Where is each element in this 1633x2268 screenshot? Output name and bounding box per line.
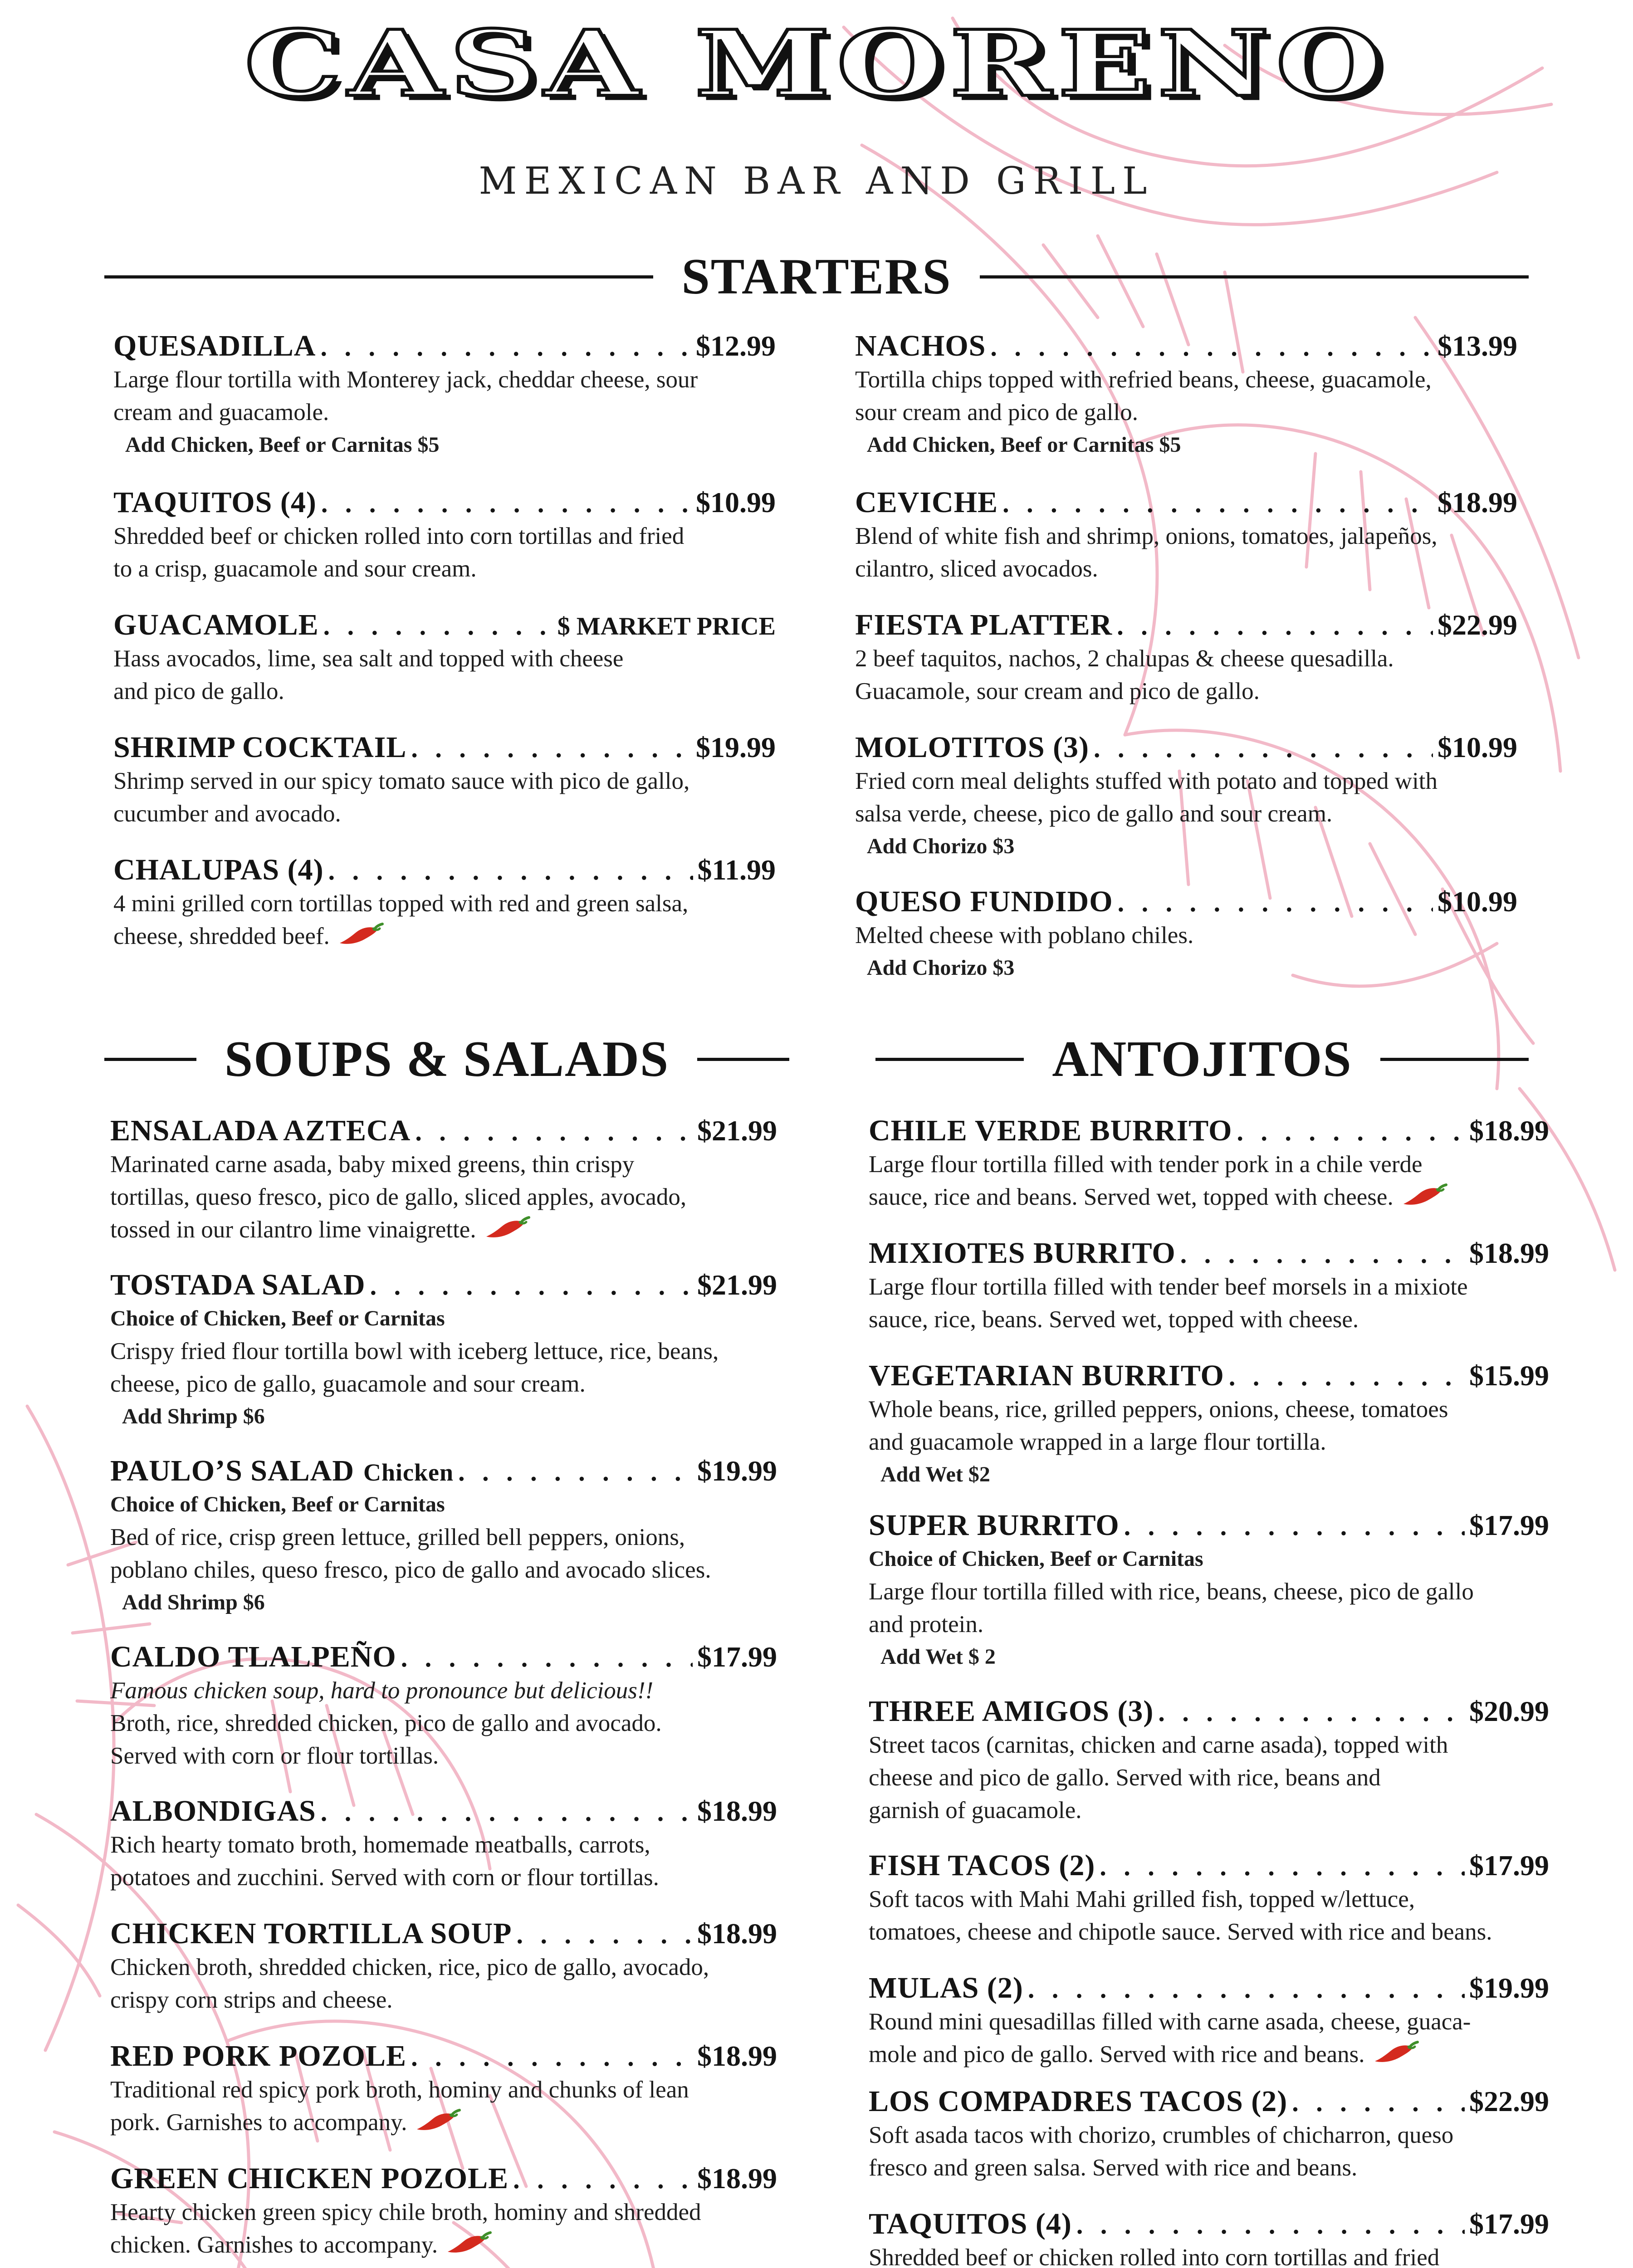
menu-item-description [869,1271,1549,1303]
line-text: Famous chicken soup, hard to pronounce but delicious!! [110,1677,654,1704]
menu-item-description [110,2196,777,2229]
menu-item-description [869,2038,1549,2071]
menu-item-price: $13.99 [1437,330,1517,362]
menu-item-description [869,1393,1549,1426]
menu-item [110,1268,777,1433]
menu-item [110,1916,777,2016]
menu-item-price: $18.99 [1437,486,1517,518]
antojitos-column [869,0,1549,2268]
line-text: 4 mini grilled corn tortillas topped with red and green salsa, [113,890,689,917]
menu-item-name-text: QUESADILLA [113,329,316,362]
line-text: potatoes and zucchini. Served with corn or flour tortillas. [110,1864,659,1891]
menu-item [869,1848,1549,1948]
line-text: to a crisp, guacamole and sour cream. [113,556,477,582]
line-text: Soft tacos with Mahi Mahi grilled fish, topped w/lettuce, [869,1886,1415,1912]
line-text: Blend of white fish and shrimp, onions, tomatoes, jalapeños, [855,523,1437,549]
menu-item-name [110,2161,508,2196]
menu-item-price: $10.99 [1437,885,1517,918]
menu-item-addon [869,1458,1549,1491]
menu-item-name [110,1114,411,1148]
menu-item-header [110,1640,777,1674]
line-text: Add Chicken, Beef or Carnitas $5 [867,433,1181,457]
menu-item-name [869,1848,1095,1883]
menu-item-price: $19.99 [697,1455,777,1487]
menu-item-choice [110,1488,777,1521]
menu-item-header [869,1236,1549,1271]
line-text: chicken. Garnishes to accompany. [110,2232,438,2258]
menu-item [110,1114,777,1246]
line-text: poblano chiles, queso fresco, pico de gallo and avocado slices. [110,1557,711,1583]
menu-item-name [110,1268,366,1302]
menu-item-price: $17.99 [697,1641,777,1673]
menu-item-header [110,2039,777,2073]
menu-item-name-text: TAQUITOS (4) [113,486,317,519]
line-text: Whole beans, rice, grilled peppers, onions, cheese, tomatoes [869,1396,1448,1422]
menu-item-description [869,1794,1549,1827]
line-text: Large flour tortilla filled with tender pork in a chile verde [869,1151,1423,1178]
menu-item-price: $12.99 [696,330,776,362]
menu-item-description [869,1303,1549,1336]
line-text: cheese and pico de gallo. Served with rice, beans and [869,1765,1381,1791]
menu-item [869,1971,1549,2071]
menu-item-price: $21.99 [697,1114,777,1147]
menu-item-name [869,1359,1224,1393]
line-text: Hearty chicken green spicy chile broth, hominy and shredded [110,2199,701,2225]
menu-item-name-text: VEGETARIAN BURRITO [869,1359,1224,1392]
line-text: Shredded beef or chicken rolled into corn tortillas and fried [113,523,684,549]
menu-item-name-text: CHICKEN TORTILLA SOUP [110,1917,512,1950]
menu-item-name-text: ALBONDIGAS [110,1794,316,1828]
menu-item-price: $19.99 [696,731,776,763]
menu-item-name [110,1454,454,1488]
restaurant-name: CASA MORENO [244,10,1389,117]
line-text: and guacamole wrapped in a large flour tortilla. [869,1429,1326,1455]
menu-item-header [869,1694,1549,1729]
line-text: Soft asada tacos with chorizo, crumbles of chicharron, queso [869,2122,1454,2148]
menu-item-price: $18.99 [697,2040,777,2072]
menu-item-name-text: CHALUPAS (4) [113,853,324,886]
menu-item-description [869,1148,1549,1181]
menu-item-header [110,1794,777,1828]
dot-leader [1292,2087,1465,2117]
line-text: garnish of guacamole. [869,1797,1082,1823]
chili-pepper-icon [446,2231,493,2256]
menu-item-header [869,1508,1549,1543]
line-text: Add Chorizo $3 [867,834,1015,858]
menu-item [869,2084,1549,2184]
dot-leader [1076,2209,1465,2240]
menu-item-description [869,1575,1549,1608]
menu-item-description [869,1608,1549,1641]
menu-item-price: $18.99 [697,2162,777,2195]
dot-leader [401,1642,693,1673]
dot-leader [1124,1511,1465,1541]
dot-leader [411,2042,693,2072]
menu-item-price: $15.99 [1469,1359,1549,1392]
menu-item [869,1236,1549,1336]
menu-item-price: $21.99 [697,1269,777,1301]
menu-item-price: $18.99 [1469,1237,1549,1269]
menu-item-name-text: GREEN CHICKEN POZOLE [110,2162,509,2195]
menu-item-choice [110,1302,777,1335]
menu-item-name [869,1114,1232,1148]
menu-item-price: $ MARKET PRICE [557,612,776,640]
menu-item-description [110,1213,777,1246]
menu-item-name-text: TOSTADA SALAD [110,1268,366,1301]
line-text: Shredded beef or chicken rolled into corn tortillas and fried [869,2244,1440,2268]
dot-leader [1229,1361,1465,1392]
menu-item-description [110,1828,777,1861]
line-text: tossed in our cilantro lime vinaigrette. [110,1217,476,1243]
menu-item-description [110,1368,777,1400]
line-text: Large flour tortilla filled with tender beef morsels in a mixiote [869,1274,1468,1300]
line-text: Chicken broth, shredded chicken, rice, pico de gallo, avocado, [110,1954,709,1980]
dot-leader [516,1919,693,1950]
menu-item-description [110,1335,777,1368]
menu-item-description [110,1984,777,2016]
menu-item-description [869,1883,1549,1916]
menu-item-description [110,2229,777,2261]
menu-item [110,1794,777,1894]
menu-item-name [110,1794,316,1828]
menu-item-addon [869,1641,1549,1673]
menu-item-description [110,1521,777,1554]
menu-item-name-text: NACHOS [855,329,986,362]
menu-item-description [869,1729,1549,1761]
section-title: ANTOJITOS [1052,1031,1352,1087]
menu-item-name [869,2207,1072,2241]
line-text: Large flour tortilla with Monterey jack, cheddar cheese, sour [113,367,698,393]
line-text: Melted cheese with poblano chiles. [855,922,1194,948]
chili-pepper-icon [1402,1183,1449,1208]
restaurant-tagline: MEXICAN BAR AND GRILL [479,160,1154,203]
dot-leader [1180,1239,1465,1269]
menu-item-price: $20.99 [1469,1695,1549,1727]
menu-item-name-text: MULAS (2) [869,1971,1023,2004]
line-text: Fried corn meal delights stuffed with potato and topped with [855,768,1438,794]
menu-item-name-text: FISH TACOS (2) [869,1849,1095,1882]
menu-item-description [869,2151,1549,2184]
line-text: Hass avocados, lime, sea salt and topped with cheese [113,645,624,672]
chili-pepper-icon [1373,2040,1420,2066]
menu-item-name-text: CALDO TLALPEÑO [110,1640,396,1673]
menu-item-header [869,2084,1549,2119]
line-text: tomatoes, cheese and chipotle sauce. Served with rice and beans. [869,1919,1492,1945]
line-text: Guacamole, sour cream and pico de gallo. [855,678,1260,704]
menu-item-price: $22.99 [1469,2085,1549,2117]
line-text: Add Wet $ 2 [880,1645,996,1669]
menu-item [110,2039,777,2139]
menu-item-name [110,2039,406,2073]
soups-salads-column [110,0,777,2268]
line-text: Traditional red spicy pork broth, hominy and chunks of lean [110,2077,689,2103]
menu-item-name-text: ENSALADA AZTECA [110,1114,411,1147]
line-text: Bed of rice, crisp green lettuce, grilled bell peppers, onions, [110,1524,685,1550]
line-text: and protein. [869,1611,984,1637]
dot-leader [1158,1697,1465,1727]
line-text: cream and guacamole. [113,399,329,425]
menu-item-name [869,1971,1023,2005]
line-text: fresco and green salsa. Served with rice and beans. [869,2155,1358,2181]
menu-item-header [869,2207,1549,2241]
line-text: Crispy fried flour tortilla bowl with iceberg lettuce, rice, beans, [110,1338,719,1364]
menu-item-header [110,1454,777,1488]
line-text: Add Chorizo $3 [867,956,1015,980]
menu-item-price: $18.99 [697,1917,777,1950]
dot-leader [458,1457,693,1487]
menu-item-name-text: CEVICHE [855,486,998,519]
menu-item-header [869,1359,1549,1393]
menu-item-header [110,1268,777,1302]
menu-item-description [869,1181,1549,1213]
menu-item-addon [110,1400,777,1433]
line-text: Tortilla chips topped with refried beans, cheese, guacamole, [855,367,1432,393]
line-text: pork. Garnishes to accompany. [110,2109,407,2136]
menu-item-header [869,1971,1549,2005]
line-text: tortillas, queso fresco, pico de gallo, sliced apples, avocado, [110,1184,687,1210]
menu-item-note: Chicken [363,1459,454,1486]
line-text: sauce, rice, beans. Served wet, topped with cheese. [869,1306,1359,1333]
line-text: Add Shrimp $6 [122,1404,265,1428]
menu-item-name [110,1916,512,1951]
line-text: sauce, rice and beans. Served wet, topped with cheese. [869,1184,1393,1210]
menu-item [869,2207,1549,2268]
line-text: Rich hearty tomato broth, homemade meatballs, carrots, [110,1832,650,1858]
menu-item-description [110,2073,777,2106]
menu-item-name-text: QUESO FUNDIDO [855,885,1113,918]
menu-item-addon [110,1586,777,1619]
menu-item-name-text: TAQUITOS (4) [869,2207,1072,2240]
line-text: cilantro, sliced avocados. [855,556,1098,582]
menu-item-name [110,1640,396,1674]
menu-item-description [869,1426,1549,1458]
menu-item-description [110,1181,777,1213]
section-title: STARTERS [681,248,952,305]
dot-leader [1028,1974,1465,2004]
dot-leader [1237,1116,1465,1147]
menu-item-description [869,2241,1549,2268]
menu-item-name-text: PAULO’S SALAD [110,1454,355,1487]
dot-leader [415,1116,693,1147]
line-text: and pico de gallo. [113,678,284,704]
menu-item-description [869,1761,1549,1794]
menu-item-header [110,2161,777,2196]
menu-item-choice [869,1543,1549,1575]
menu-item-name-text: LOS COMPADRES TACOS (2) [869,2085,1288,2118]
line-text: Add Shrimp $6 [122,1590,265,1614]
menu-item-price: $22.99 [1437,609,1517,641]
menu-item-name-text: GUACAMOLE [113,608,319,641]
menu-item-name-text: RED PORK POZOLE [110,2039,407,2072]
menu-item-price: $18.99 [1469,1114,1549,1147]
menu-item [869,1359,1549,1491]
menu-item-header [869,1114,1549,1148]
menu-item-price: $17.99 [1469,2208,1549,2240]
menu-item-header [869,1848,1549,1883]
line-text: sour cream and pico de gallo. [855,399,1138,425]
menu-item-price: $17.99 [1469,1849,1549,1882]
line-text: Shrimp served in our spicy tomato sauce with pico de gallo, [113,768,690,794]
menu-item-name [869,2084,1287,2119]
line-text: Marinated carne asada, baby mixed greens, thin crispy [110,1151,635,1178]
line-text: Street tacos (carnitas, chicken and carne asada), topped with [869,1732,1448,1758]
menu-item-price: $18.99 [697,1795,777,1827]
line-text: 2 beef taquitos, nachos, 2 chalupas & cheese quesadilla. [855,645,1394,672]
dot-leader [370,1271,693,1301]
menu-item-description [110,1148,777,1181]
menu-item [869,1114,1549,1213]
line-text: Served with corn or flour tortillas. [110,1743,439,1769]
menu-item-description [869,2119,1549,2151]
menu-item-header [110,1916,777,1951]
menu-item-price: $11.99 [697,854,776,886]
line-text: salsa verde, cheese, pico de gallo and sour cream. [855,801,1333,827]
menu-item-name-text: CHILE VERDE BURRITO [869,1114,1232,1147]
menu-item [869,1508,1549,1673]
line-text: Choice of Chicken, Beef or Carnitas [110,1492,445,1516]
line-text: Add Chicken, Beef or Carnitas $5 [125,433,440,457]
line-text: Broth, rice, shredded chicken, pico de gallo and avocado. [110,1710,662,1736]
menu-item [110,1454,777,1619]
line-text: Round mini quesadillas filled with carne asada, cheese, guaca- [869,2009,1471,2035]
section-title: SOUPS & SALADS [224,1031,670,1087]
line-text: cucumber and avocado. [113,801,341,827]
menu-item-price: $17.99 [1469,1509,1549,1541]
menu-item-name [869,1236,1176,1271]
menu-item-name-text: THREE AMIGOS (3) [869,1695,1154,1728]
menu-item-tagline [110,1674,777,1707]
menu-item-name-text: MIXIOTES BURRITO [869,1237,1176,1270]
line-text: crispy corn strips and cheese. [110,1987,393,2013]
menu-item-price: $10.99 [1437,731,1517,763]
line-text: Choice of Chicken, Beef or Carnitas [110,1306,445,1330]
dot-leader [513,2164,693,2195]
menu-item-description [869,1916,1549,1948]
menu-item-name [869,1508,1120,1543]
dot-leader [321,1797,693,1827]
menu-item-description [110,1861,777,1894]
menu-item-description [110,1740,777,1772]
line-text: mole and pico de gallo. Served with rice and beans. [869,2041,1365,2068]
menu-item-name-text: FIESTA PLATTER [855,608,1113,641]
dot-leader [1100,1851,1465,1882]
menu-item-description [110,2106,777,2139]
menu-item [869,1694,1549,1827]
line-text: cheese, shredded beef. [113,923,330,949]
line-text: Large flour tortilla filled with rice, beans, cheese, pico de gallo [869,1579,1474,1605]
menu-item-price: $19.99 [1469,1972,1549,2004]
line-text: cheese, pico de gallo, guacamole and sour cream. [110,1371,586,1397]
menu-item [110,2161,777,2261]
menu-item-header [110,1114,777,1148]
menu-item-description [110,1554,777,1586]
menu-item-description [110,1707,777,1740]
menu-item-name-text: MOLOTITOS (3) [855,731,1090,764]
menu-item-name-text: SHRIMP COCKTAIL [113,731,407,764]
chili-pepper-icon [415,2108,462,2134]
menu-item-name [869,1694,1154,1729]
menu-item-description [110,1951,777,1984]
line-text: Choice of Chicken, Beef or Carnitas [869,1547,1203,1571]
menu-item [110,1640,777,1772]
line-text: Add Wet $2 [880,1462,990,1486]
menu-item-name-text: SUPER BURRITO [869,1509,1120,1542]
chili-pepper-icon [484,1216,532,1241]
menu-item-price: $10.99 [696,486,776,518]
menu-item-description [869,2005,1549,2038]
